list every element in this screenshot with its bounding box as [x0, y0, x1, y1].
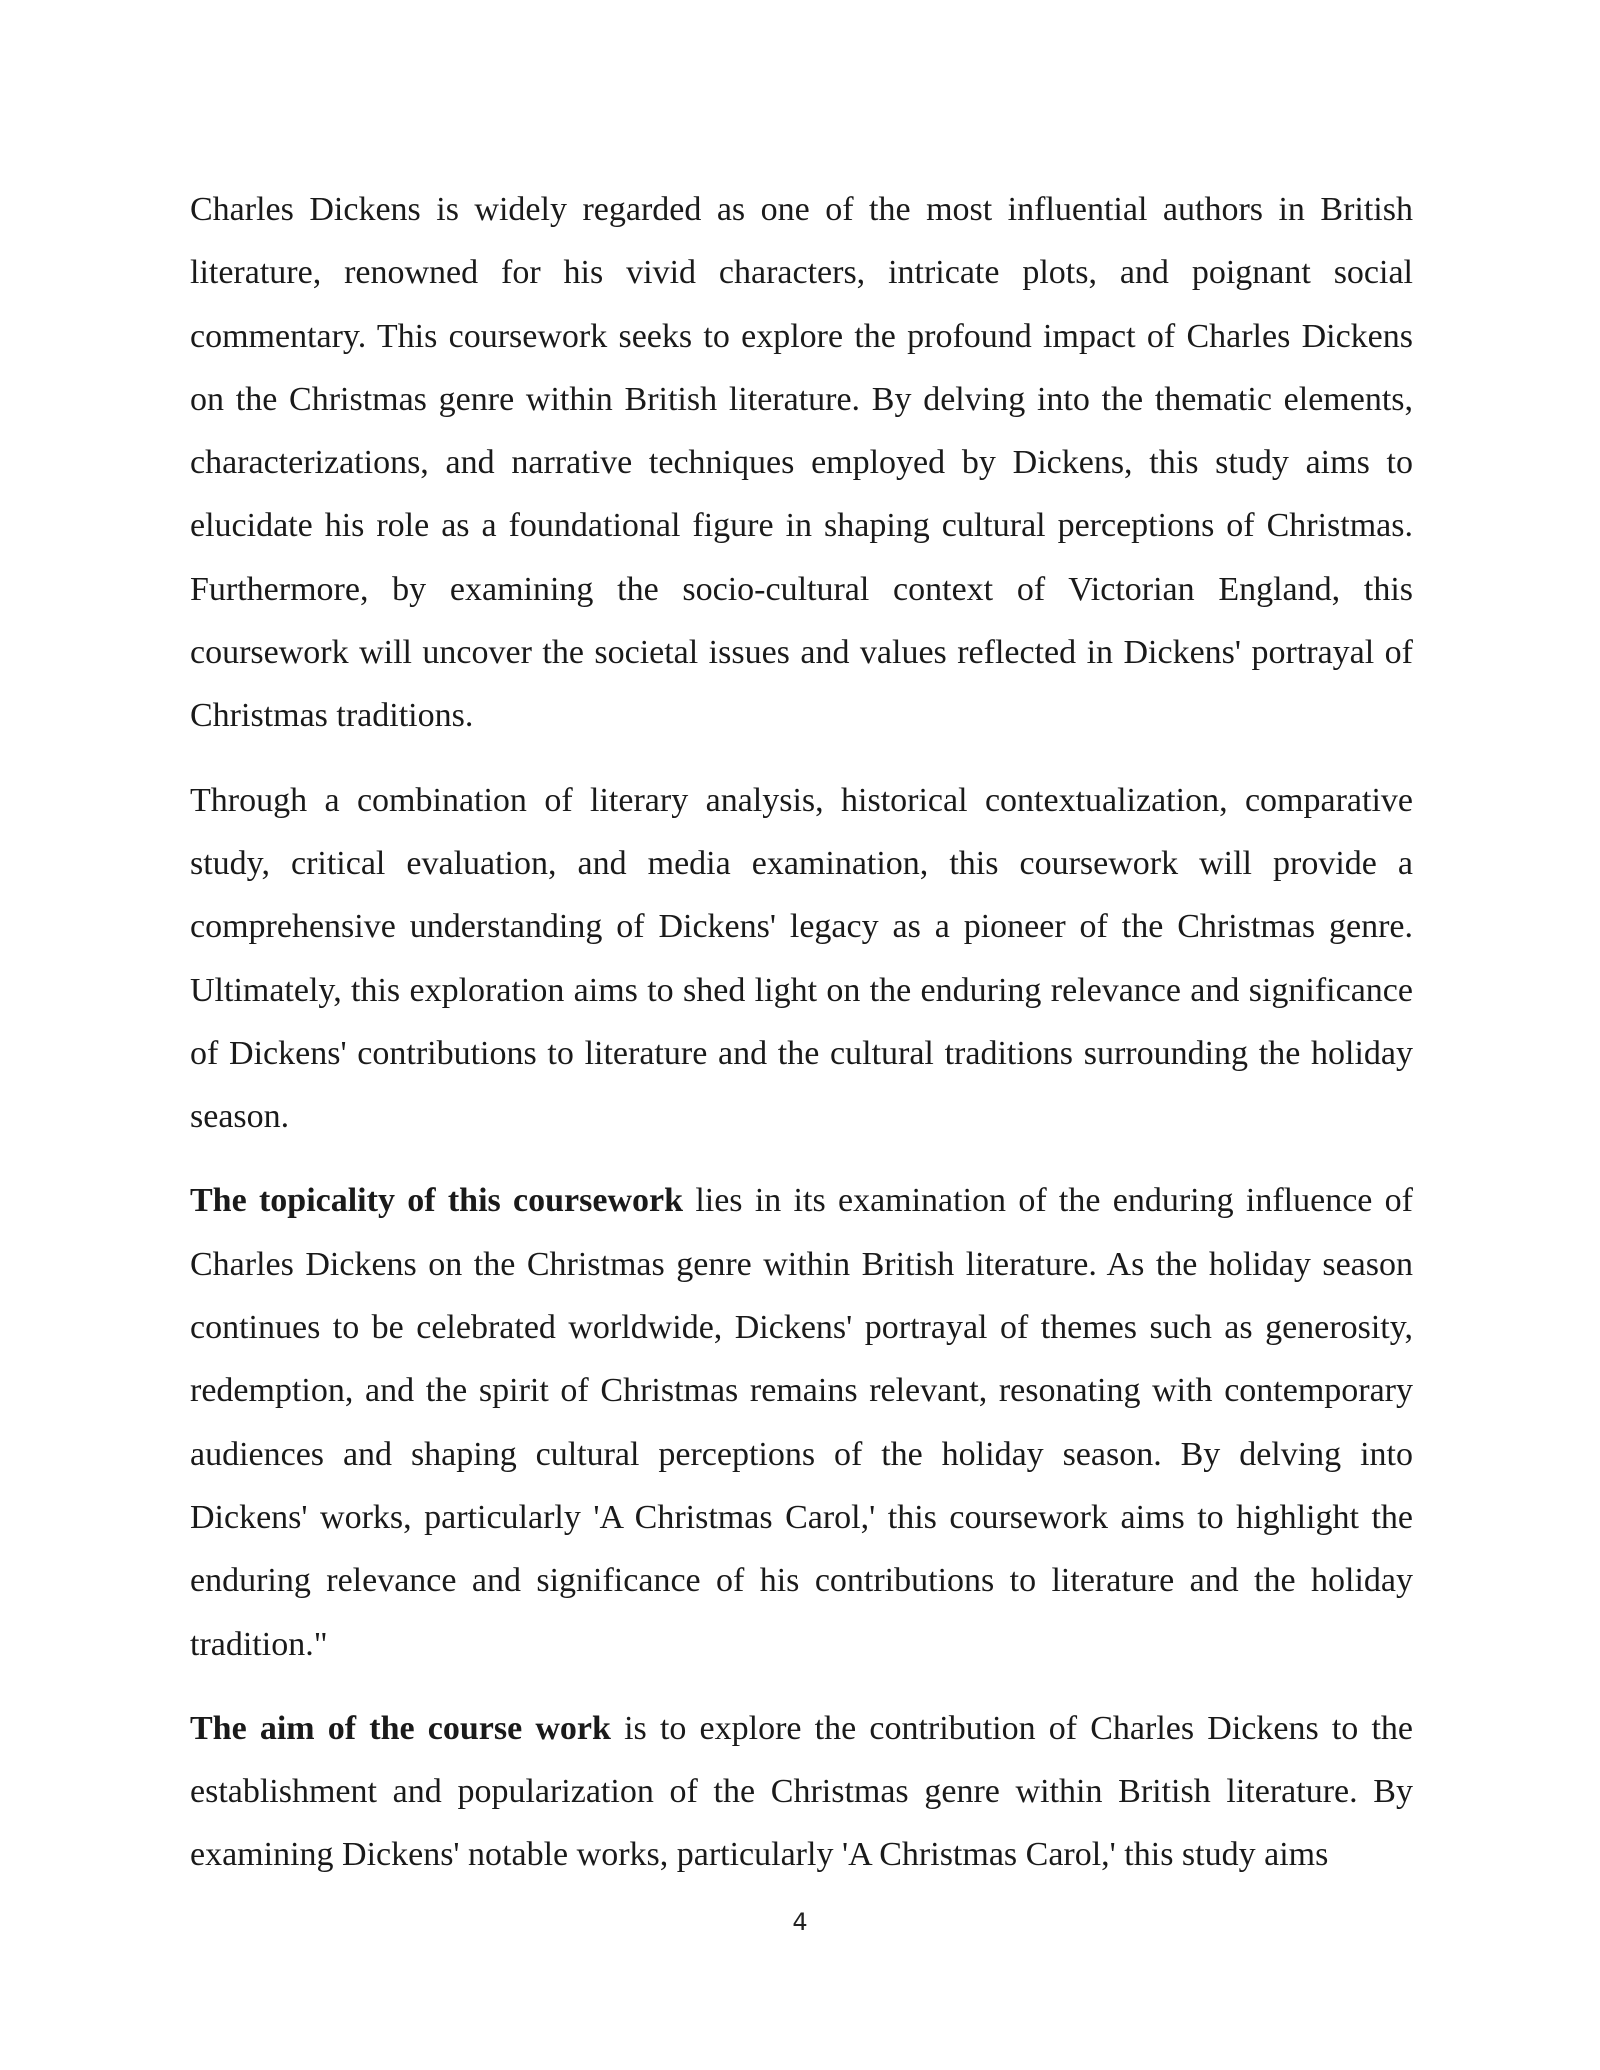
paragraph-text: Through a combination of literary analysis, historical contextualization, comparative study, critical evaluation, and media examination, this coursework will provide a comprehensive understanding of Dickens' legacy as a pioneer of the Christmas genre. Ultimately, this exploration aims to shed light on the enduring relevance and significance of Dickens' contributions to literature and the cultural traditions surrounding the holiday season.: [190, 781, 1413, 1136]
paragraph-aim: [190, 1697, 1413, 1887]
paragraph-introduction: [190, 178, 1413, 748]
paragraph-bold-lead: The aim of the course work: [190, 1709, 611, 1747]
document-body: [190, 178, 1413, 1908]
paragraph-text: is to explore the contribution of Charles Dickens to the establishment and popularization of the Christmas genre within British literature. By examining Dickens' notable works, particularly 'A Christmas Carol,' this study aims: [190, 1709, 1414, 1874]
paragraph-text: lies in its examination of the enduring influence of Charles Dickens on the Christmas genre within British literature. As the holiday season continues to be celebrated worldwide, Dickens' portrayal of themes such as generosity, redemption, and the spirit of Christmas remains relevant, resonating with contemporary audiences and shaping cultural perceptions of the holiday season. By delving into Dickens' works, particularly 'A Christmas Carol,' this coursework aims to highlight the enduring relevance and significance of his contributions to literature and the holiday tradition.": [190, 1182, 1414, 1663]
paragraph-text: Charles Dickens is widely regarded as one of the most influential authors in British literature, renowned for his vivid characters, intricate plots, and poignant social commentary. This coursework seeks to explore the profound impact of Charles Dickens on the Christmas genre within British literature. By delving into the thematic elements, characterizations, and narrative techniques employed by Dickens, this study aims to elucidate his role as a foundational figure in shaping cultural perceptions of Christmas. Furthermore, by examining the socio-cultural context of Victorian England, this coursework will uncover the societal issues and values reflected in Dickens' portrayal of Christmas traditions.: [190, 191, 1413, 735]
page-number: 4: [792, 1908, 808, 1936]
paragraph-methodology: [190, 769, 1413, 1149]
paragraph-topicality: [190, 1169, 1413, 1675]
paragraph-bold-lead: The topicality of this coursework: [190, 1182, 684, 1220]
